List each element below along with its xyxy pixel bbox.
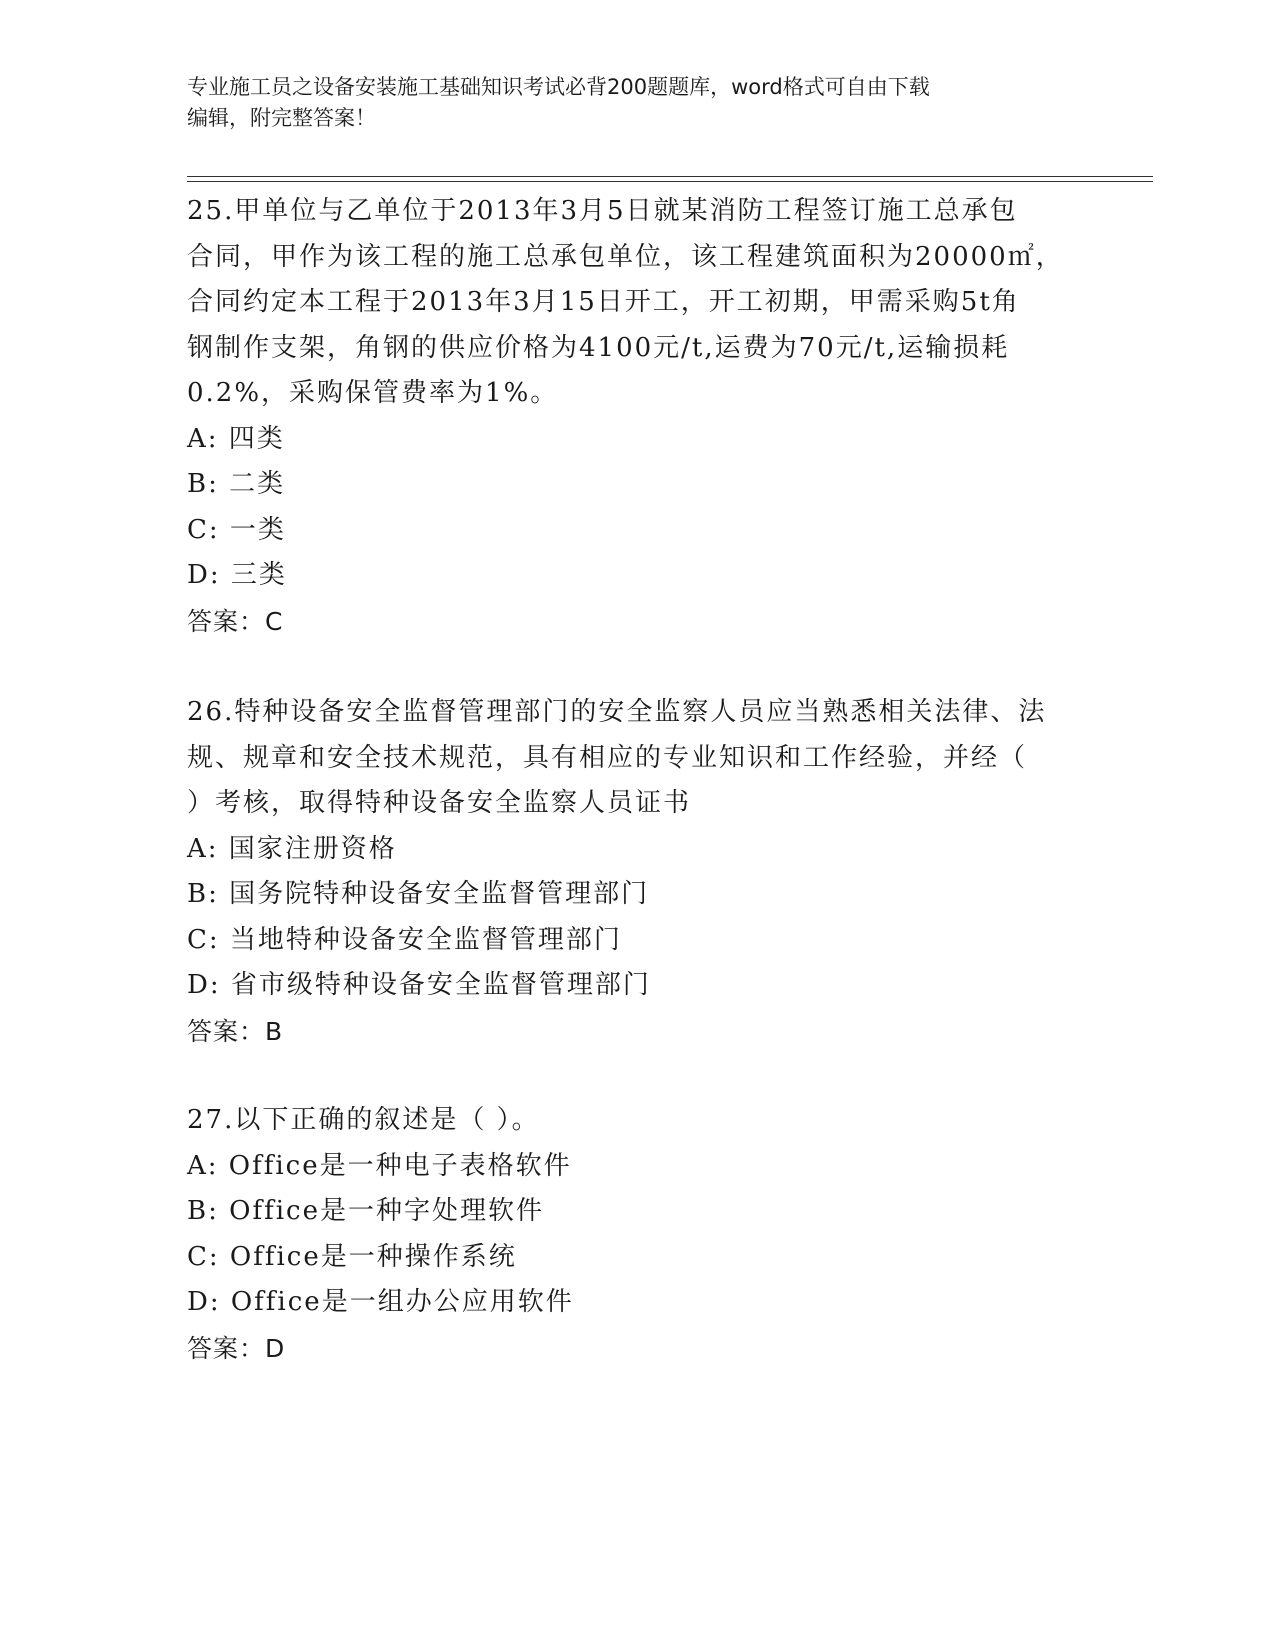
stem-line: 26.特种设备安全监督管理部门的安全监察人员应当熟悉相关法律、法 [187,697,1047,727]
question-stem [187,690,1087,827]
stem-line: 钢制作支架，角钢的供应价格为4100元/t,运费为70元/t,运输损耗 [187,332,1010,363]
stem-line: 0.2%，采购保管费率为1%。 [187,378,559,408]
question-stem [187,189,1087,417]
option-d: D: Office是一组办公应用软件 [187,1287,574,1317]
stem-line: 合同，甲作为该工程的施工总承包单位，该工程建筑面积为20000㎡， [187,241,1064,272]
answer-line: 答案：D [187,1333,286,1363]
question-stem [187,1098,1087,1144]
stem-line: 规、规章和安全技术规范，具有相应的专业知识和工作经验，并经（ [187,742,1028,773]
stem-line: ）考核，取得特种设备安全监察人员证书 [187,788,692,818]
option-b: B: 国务院特种设备安全监督管理部门 [187,879,650,909]
header-title-line-2: 编辑，附完整答案！ [187,106,376,130]
question-25 [187,189,1087,644]
answer-line: 答案：C [187,606,284,636]
stem-line: 合同约定本工程于2013年3月15日开工，开工初期，甲需采购5t角 [187,287,1020,317]
option-a: A: 国家注册资格 [187,833,397,864]
document-header [187,72,1087,134]
option-b: B: 二类 [187,469,286,499]
option-c: C: Office是一种操作系统 [187,1241,517,1272]
header-divider-bottom [187,181,1153,182]
option-c: C: 当地特种设备安全监督管理部门 [187,924,622,955]
header-divider-top [187,176,1153,177]
stem-line: 27.以下正确的叙述是（ ）。 [187,1105,540,1135]
option-d: D: 省市级特种设备安全监督管理部门 [187,970,651,1000]
option-a: A: 四类 [187,423,285,454]
option-b: B: Office是一种字处理软件 [187,1196,544,1226]
option-a: A: Office是一种电子表格软件 [187,1150,572,1181]
question-27 [187,1098,1087,1371]
question-26 [187,690,1087,1054]
option-c: C: 一类 [187,514,286,545]
stem-line: 25.甲单位与乙单位于2013年3月5日就某消防工程签订施工总承包 [187,196,1018,226]
option-d: D: 三类 [187,560,287,590]
header-title-line-1: 专业施工员之设备安装施工基础知识考试必背200题题库，word格式可自由下载 [187,75,930,99]
answer-line: 答案：B [187,1016,284,1046]
